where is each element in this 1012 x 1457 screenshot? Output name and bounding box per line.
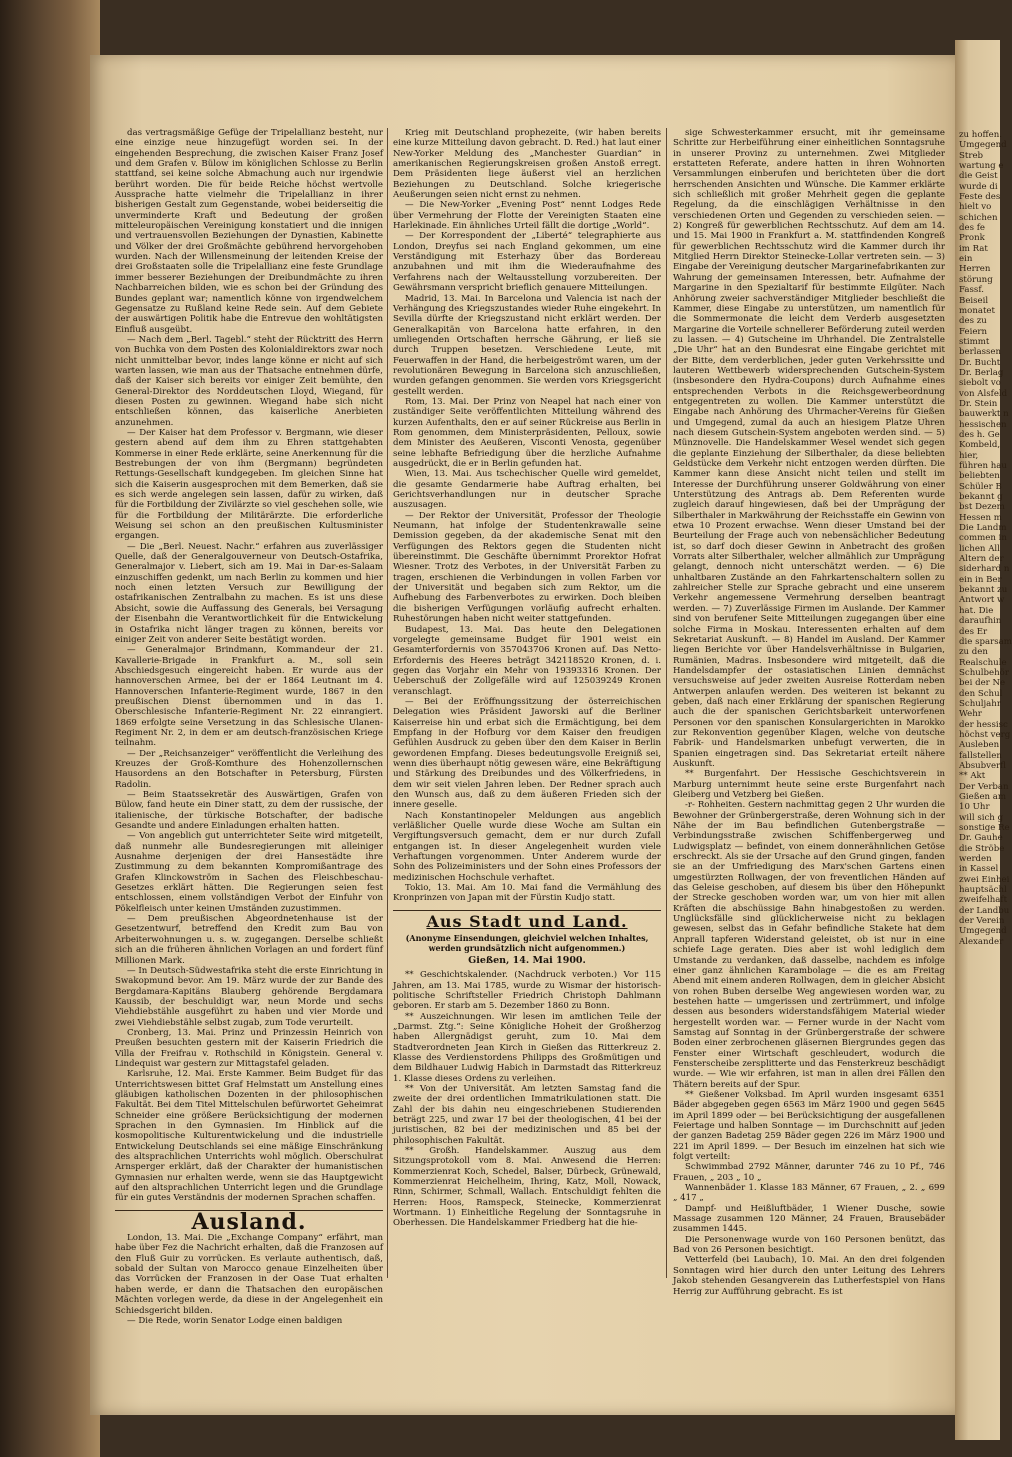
article-paragraph: — Der Korrespondent der „Liberté“ telegraphierte aus London, Dreyfus sei nach England gekommen, um eine Verständigung mit Esterhazy über das Bordereau anzubahnen und mit ihm die Wiederaufnahme des Verfahrens nach der Weltausstellung vorzubereiten. Der Gewährsmann verspricht brieflich genauere Mitteilungen. <box>393 231 661 294</box>
section-title-stadt-und-land: Aus Stadt und Land. <box>426 911 628 931</box>
article-paragraph: — Nach dem „Berl. Tagebl.“ steht der Rücktritt des Herrn von Buchka von dem Posten des Kolonialdirektors zwar noch nicht unmittelbar bevor, indes lange könne er nicht auf sich warten lassen, wie man aus der Thatsache entnehmen dürfe, daß der Kaiser sich bereits vor einiger Zeit bemühte, den General-Direktor des Norddeutschen Lloyd, Wiegand, für diesen Posten zu gewinnen. Wiegand habe sich nicht entschließen können, das kaiserliche Anerbieten anzunehmen. <box>115 334 383 428</box>
article-paragraph: Wannenbäder 1. Klasse 183 Männer, 67 Frauen, „ 2. „ 699 „ 417 „ <box>673 1183 945 1204</box>
article-paragraph: Die Personenwage wurde von 160 Personen benützt, das Bad von 26 Personen besichtigt. <box>673 1234 945 1256</box>
article-paragraph: ** Von der Universität. Am letzten Samstag fand die zweite der drei ordentlichen Immatrikulationen statt. Die Zahl der bis dahin neu eingeschriebenen Studierenden beträgt 225, und zwar 17 bei der theologischen, 41 bei der juristischen, 82 bei der medizinischen und 85 bei der philosophischen Fakultät. <box>393 1083 661 1146</box>
article-paragraph: ** Auszeichnungen. Wir lesen im amtlichen Teile der „Darmst. Ztg.“: Seine Königliche Hoheit der Großherzog haben Allergnädigst geruht, zum 10. Mai dem Stadtverordneten Jean Kirch in Gießen das Ritterkreuz 2. Klasse des Verdienstordens Philipps des Großmütigen und dem Bildhauer Ludwig Habich in Darmstadt das Ritterkreuz 1. Klasse dieses Ordens zu verleihen. <box>393 1011 661 1084</box>
article-paragraph: Madrid, 13. Mai. In Barcelona und Valencia ist nach der Verhängung des Kriegszustandes wieder Ruhe eingekehrt. In Sevilla dürfte der Kriegszustand nicht erklärt werden. Der Generalkapitän von Barcelona hatte erfahren, in den umliegenden Ortschaften herrsche Gährung, er ließ sie durch Truppen besetzen. Verschiedene Leute, mit Feuerwaffen in der Hand, die herbeigeströmt waren, um der revolutionären Bewegung in Barcelona sich anzuschließen, wurden gefangen genommen. Sie werden vors Kriegsgericht gestellt werden. <box>393 293 661 397</box>
article-paragraph: — Dem preußischen Abgeordnetenhause ist der Gesetzentwurf, betreffend den Kredit zum Bau von Arbeiterwohnungen u. s. w. zugegangen. Derselbe schließt sich an die früheren ähnlichen Vorlagen an und fordert fünf Millionen Mark. <box>115 914 383 966</box>
article-paragraph: — Die „Berl. Neuest. Nachr.“ erfahren aus zuverlässiger Quelle, daß der Generalgouverneur von Deutsch-Ostafrika, Generalmajor v. Liebert, sich am 19. Mai in Dar-es-Salaam einzuschiffen gedenkt, um nach Berlin zu kommen und hier noch einen letzten Versuch zur Bewilligung der ostafrikanischen Zentralbahn zu machen. Es ist uns diese Absicht, sowie die Auffassung des Generals, bei Versagung der Eisenbahn die Verantwortlichkeit für die Entwickelung in Ostafrika nicht länger tragen zu können, bereits vor einiger Zeit von anderer Seite bestätigt worden. <box>115 541 383 645</box>
article-paragraph: — Der Kaiser hat dem Professor v. Bergmann, wie dieser gestern abend auf dem ihm zu Ehren stattgehabten Kommerse in einer Rede erklärte, seine Anerkennung für die Bestrebungen der von ihm (Bergmann) begründeten Rettungs-Gesellschaft kundgegeben. Im gleichen Sinne hat sich die Kaiserin ausgesprochen mit dem Bemerken, daß sie es sich werde angelegen sein lassen, dafür zu wirken, daß für die Fortbildung der Zivilärzte so viel geschehen solle, wie für die Fortbildung der Militärärzte. Die erforderliche Weisung sei schon an den preußischen Kultusminister ergangen. <box>115 427 383 542</box>
dateline: Gießen, 14. Mai 1900. <box>468 954 586 966</box>
section-subtitle: (Anonyme Einsendungen, gleichviel welchen Inhaltes, werden grundsätzlich nicht aufgenommen.) <box>405 933 649 954</box>
article-paragraph: Rom, 13. Mai. Der Prinz von Neapel hat nach einer von zuständiger Seite veröffentlichten Mitteilung während des kurzen Aufenthalts, den er auf seiner Rückreise aus Berlin in Rom genommen, dem Ministerpräsidenten, Pelloux, sowie dem Minister des Aeußeren, Visconti Venosta, gegenüber seine lebhafte Befriedigung über die herzliche Aufnahme ausgedrückt, die er in Berlin gefunden hat. <box>393 396 661 469</box>
article-paragraph: — Beim Staatssekretär des Auswärtigen, Grafen von Bülow, fand heute ein Diner statt, zu dem der russische, der italienische, der türkische Botschafter, der badische Gesandte und andere Einladungen erhalten hatten. <box>115 790 383 832</box>
column-3 <box>673 128 945 1328</box>
column-2-paragraphs <box>393 128 661 904</box>
column-1 <box>115 128 383 1328</box>
article-paragraph: -r- Rohheiten. Gestern nachmittag gegen 2 Uhr wurden die Bewohner der Grünbergerstraße, deren Wohnung sich in der Nähe der im Bau befindlichen Gutenbergstraße — Verbindungsstraße zwischen Schiffenbergerweg und Ludwigsplatz — befindet, von einem donnerähnlichen Getöse erschreckt. Als sie der Ursache auf den Grund gingen, fanden sie an der Umfriedigung des Marx'schen Gartens einen umgestürzten Rollwagen, der von freventlichen Händen auf das Geleise geschoben, auf diesem bis über den Höhepunkt der Strecke geschoben worden war, um von hier mit allen Kräften die abschüssige Bahn hinabgestoßen zu werden. Unglücksfälle sind glücklicherweise nicht zu beklagen gewesen, selbst das in Gefahr befindliche Stakete hat dem Anprall tapferen Widerstand geleistet, ob ist nur in eine schiefe Lage geraten. Dies aber ist wohl lediglich dem Umstande zu verdanken, daß dasselbe, nachdem es infolge einer ganz ähnlichen Karambolage — die es am Freitag Abend mit einem anderen Rollwagen, dem in gleicher Absicht von rohen Buben derselbe Weg angewiesen worden war, zu bestehen hatte — umgerissen und zertrümmert, und infolge dessen aus besonders widerstandsfähigem Material wieder hergestellt worden war. — Ferner wurde in der Nacht vom Samstag auf Sonntag in der Grünbergerstraße der schwere Boden einer zerbrochenen gläsernen Biergrundes gegen das Fenster einer Wirtschaft geschleudert, wodurch die Fensterscheibe zersplitterte und das Fensterkreuz beschädigt wurde. — Wie wir erfahren, ist man in allen drei Fällen den Thätern bereits auf der Spur. <box>673 800 945 1090</box>
article-paragraph: ** Gießener Volksbad. Im April wurden insgesamt 6351 Bäder abgegeben gegen 6563 im März 1900 und gegen 5645 im April 1899 oder — bei Berücksichtigung der ausgefallenen Feiertage und halben Sonntage — im Durchschnitt auf jeden der ganzen Badetag 259 Bäder gegen 226 im März 1900 und 221 im April 1899. — Der Besuch im einzelnen hat sich wie folgt verteilt: <box>673 1089 945 1163</box>
article-paragraph: — Die Rede, worin Senator Lodge einen baldigen <box>127 1315 343 1326</box>
next-page-edge <box>955 40 1012 1440</box>
article-paragraph: ** Großh. Handelskammer. Auszug aus dem Sitzungsprotokoll vom 8. Mai. Anwesend die Herren: Kommerzienrat Koch, Schedel, Balser, Dürbeck, Grünewald, Kommerzienrat Heichelheim, Ihring, Katz, Moll, Nowack, Rinn, Schirmer, Schmall, Wallach. Entschuldigt fehlten die Herren: Hoos, Ramspeck, Steinecke, Kommerzienrat Wortmann. 1) Einheitliche Regelung der Sonntagsruhe in Oberhessen. Die Handelskammer Friedberg hat die hie- <box>393 1146 661 1229</box>
article-paragraph: London, 13. Mai. Die „Exchange Company“ erfährt, man habe über Fez die Nachricht erhalten, daß die Franzosen auf den Fluß Guir zu vorrücken. Es verlaute authentisch, daß, sobald der Sultan von Marocco genaue Einzelheiten über das Vorrücken der Franzosen in der Oase Tuat erhalten haben werde, er dann die Thatsachen den europäischen Mächten vorlegen werde, da diese in der Angelegenheit ein Schiedsgericht bilden. <box>115 1233 383 1316</box>
section-title-ausland: Ausland. <box>191 1208 307 1235</box>
article-paragraph: — In Deutsch-Südwestafrika steht die erste Einrichtung in Swakopmund bevor. Am 19. März wurde der zur Bande des Bergdamara-Kapitäns Blauberg gehörende Bergdamara Kaussib, der beschuldigt war, neun Morde und sechs Viehdiebstähle ausgeführt zu haben und vier Morde und zwei Viehdiebstähle selbst zugab, zum Tode verurteilt. <box>115 965 383 1028</box>
article-paragraph: Schwimmbad 2792 Männer, darunter 746 zu 10 Pf., 746 Frauen, „ 203 „ 10 „ <box>673 1162 945 1183</box>
article-paragraph: sige Schwesterkammer ersucht, mit ihr gemeinsame Schritte zur Herbeiführung einer einheitlichen Sonntagsruhe in unserer Provinz zu unternehmen. Zwei Mitglieder erstatteten Referate, andere hatten in ihren Wohnorten Versammlungen einberufen und berichteten über die dort herrschenden Ansichten und Wünsche. Die Kammer erklärte sich schließlich mit großer Mehrheit gegen die geplante Regelung, da die einschlägigen Verhältnisse in den verschiedenen Orten und Gegenden zu verschieden seien. — 2) Kongreß für gewerblichen Rechtsschutz. Auf dem am 14. und 15. Mai 1900 in Frankfurt a. M. stattfindenden Kongreß für gewerblichen Rechtsschutz wird die Kammer durch ihr Mitglied Herrn Direktor Steinecke-Lollar vertreten sein. — 3) Eingabe der Vereinigung deutscher Margarinefabrikanten zur Wahrung der gemeinsamen Interessen, betr. Aufnahme der Margarine in den Spezialtarif für bestimmte Eilgüter. Nach Anhörung zweier sachverständiger Mitglieder beschließt die Kammer, diese Eingabe zu unterstützen, um namentlich für die Sommermonate die leicht dem Verderb ausgesetzten Margarine die Vorteile schnellerer Beförderung zuteil werden zu lassen. — 4) Gutscheine im Uhrhandel. Die Zentralstelle „Die Uhr“ hat an den Bundesrat eine Eingabe gerichtet mit der Bitte, dem verderblichen, jeder guten Verkehrssitte und lauteren Wettbewerb widersprechenden Gutschein-System (insbesondere den Hydra-Coupons) durch Aufnahme eines entsprechenden Verbots in die Reichsgewerbeordnung entgegentreten zu wollen. Die Kammer unterstützt die Eingabe nach Anhörung des Uhrmacher-Vereins für Gießen und Umgegend, zumal da auch an hiesigem Platze Uhren nach diesem Gutschein-System angeboten werden sind. — 5) Münznovelle. Die Handelskammer Wesel wendet sich gegen die geplante Einziehung der Silberthaler, da diese beliebten Geldstücke dem Verkehr nicht entzogen werden dürften. Die Kammer kann diese Ansicht nicht teilen und stellt im Interesse der Durchführung unserer Goldwährung von einer Unterstützung des Antrags ab. Dem Referenten wurde zugleich darauf hingewiesen, daß bei der Umprägung der Silberthaler in Markwährung der Reichsstaffe ein Gewinn von etwa 10 Prozent erwachse. Wenn dieser Umstand bei der Beurteilung der Frage auch von nebensächlicher Bedeutung ist, so darf doch dieser Gewinn in Anbetracht des großen Vorrats alter Silberthaler, welcher allmählich zur Umprägung gelangt, dennoch nicht unterschätzt werden. — 6) Die unhaltbaren Zustände an den Fahrkartenschaltern sollen zu zahlreicher Stelle zur Sprache gebracht und eine unserem Verkehr angemessene Vermehrung derselben beantragt werden. — 7) Zuverlässige Firmen im Auslande. Der Kammer sind von berufener Seite Mitteilungen zugegangen über eine solche Firma in Moskau. Interessenten erhalten auf dem Sekretariat Auskunft. — 8) Handel im Ausland. Der Kammer liegen Berichte vor über Handelsverhältnisse in Bulgarien, Rumänien, Madras. Insbesondere wird mitgeteilt, daß die Handelsdampfer der ostasiatischen Linien demnächst versuchsweise auf jeder zweiten Ausreise Rotterdam neben Antwerpen anlaufen werden. Des weiteren ist bekannt zu geben, daß nach einer Erklärung der spanischen Regierung auch die der spanischen Gerichtsbarkeit unterworfenen Personen vor den spanischen Konsulargerichten in Marokko zur Rekonvention gegenüber Klagen, welche von deutsche Fabrik- und Handelsmarken unbefugt verwerten, die in Spanien eingetragen sind. Das Sekretariat erteilt nähere Auskunft. <box>673 128 945 769</box>
article-paragraph: — Der „Reichsanzeiger“ veröffentlicht die Verleihung des Kreuzes der Groß-Komthure des Hohenzollernschen Hausordens an den Botschafter in Petersburg, Fürsten Radolin. <box>115 748 383 790</box>
article-paragraph: — Der Rektor der Universität, Professor der Theologie Neumann, hat infolge der Studentenkrawalle seine Demission gegeben, da der akademische Senat mit den Verfügungen des Rektors gegen die Studenten nicht übereinstimmt. Die Geschäfte übernimmt Prorektor Hofrat Wiesner. Trotz des Verbotes, in der Universität Farben zu tragen, erschienen die Verbindungen in vollen Farben vor der Universität und begaben sich zum Rektor, um die Aufhebung des Farbenverbotes zu erwirken. Doch bleiben die bisherigen Verfügungen vorläufig aufrecht erhalten. Ruhestörungen haben nicht weiter stattgefunden. <box>393 510 661 625</box>
section-divider <box>393 910 661 911</box>
article-paragraph: Vetterfeld (bei Laubach), 10. Mai. An den drei folgenden Sonntagen wird hier durch den unter Leitung des Lehrers Jakob stehenden Gesangverein das Lutherfestspiel von Hans Herrig zur Aufführung gebracht. Es ist <box>673 1255 945 1297</box>
column-2 <box>393 128 661 1328</box>
next-page-text-fragment: zu hoffen. Umgegend Streb wartung e die Geist wurde di Feste des hielt vo schichen des fe Pronk im Rat ein Herren störung Fassf. Beiseil monatet des zu Feiern stimmt berlassen Dr. Bucht Dr. Berlag siebolt vo von Alsfeld Dr. Stein bauwerkt n hessischen des h. Ge Kombeld, hier, führen hau beliebten Schüler B bekannt g bst Dezem Hessen m Die Landm commen in lichen All Altern der siderhard n ein in Ber bekannt zu Antwort w hat. Die daraufhin des Er die sparsam zu den Realschule Schulbehör bei der Ne den Schul Schuljahr Wehr der hessisc höchst verg Ausleben fallstellen Absubverfl ** Akt Der Verban Gießen am 10 Uhr will sich g sonstige Re Dr. Gauhe die Ströbe werden in Kassel zwei Einhei hauptsächl zweifelhaft der Landbu der Verein Umgegend Alexander <box>959 130 1012 947</box>
article-paragraph: Krieg mit Deutschland prophezeite, (wir haben bereits eine kurze Mitteilung davon gebracht. D. Red.) hat laut einer New-Yorker Meldung des „Manchester Guardian“ in amerikanischen Regierungskreisen großen Anstoß erregt. Dem Präsidenten liege äußerst viel an herzlichen Beziehungen zu Deutschland. Solche kriegerische Aeußerungen seien nicht ernst zu nehmen. <box>393 128 661 201</box>
article-paragraph: ** Geschichtskalender. (Nachdruck verboten.) Vor 115 Jahren, am 13. Mai 1785, wurde zu Wismar der historisch-politische Schriftsteller Friedrich Christoph Dahlmann geboren. Er starb am 5. Dezember 1860 zu Bonn. <box>393 970 661 1012</box>
article-paragraph: — Von angeblich gut unterrichteter Seite wird mitgeteilt, daß nunmehr alle Bundesregierungen mit alleiniger Ausnahme derjenigen der drei Hansestädte ihre Zustimmung zu dem bekannten Kompromißantrage des Grafen Klinckowström in Sachen des Fleischbeschau-Gesetzes erklärt hätten. Die Regierungen seien fest entschlossen, einem vollständigen Verbot der Einfuhr von Pökelfleisch unter keinen Umständen zuzustimmen. <box>115 831 383 914</box>
article-paragraph: — Generalmajor Brindmann, Kommandeur der 21. Kavallerie-Brigade in Frankfurt a. M., soll sein Abschiedsgesuch eingereicht haben. Er wurde aus der hannoverschen Armee, bei der er 1864 Leutnant im 4. Hannoverschen Infanterie-Regiment wurde, 1867 in den preußischen Dienst übernommen und in das 1. Oberschlesische Infanterie-Regiment Nr. 22 einrangiert. 1869 erfolgte seine Versetzung in das Schlesische Ulanen-Regiment Nr. 2, in dem er am deutsch-französischen Kriege teilnahm. <box>115 645 383 749</box>
column-1-paragraphs <box>115 128 383 1204</box>
article-paragraph: das vertragsmäßige Gefüge der Tripelallianz besteht, nur eine einzige neue hinzugefügt worden sei. In der eingehenden Besprechung, die zwischen Kaiser Franz Josef und dem Grafen v. Bülow im königlichen Schlosse zu Berlin stattfand, sei keine solche Abmachung auch nur irgendwie berührt worden. Die für beide Reiche höchst wertvolle Aussprache hatte vielmehr die Tripelallianz in ihrer bisherigen Gestalt zum Gegenstande, wobei beiderseitig die unverminderte Kraft und Bedeutung der großen mitteleuropäischen Vereinigung konstatiert und die innigen und vertrauensvollen Beziehungen der Dynastien, Kabinette und Völker der drei Großmächte gebührend hervorgehoben wurden. Nach der Willensmeinung der leitenden Kreise der drei Großstaaten solle die Tripelallianz eine feste Grundlage immer besserer Beziehungen der Dreibundmächte zu ihren Nachbarreichen bilden, wie es schon bei der Gründung des Bundes geplant war; namentlich könne von irgendwelchem Gegensatze zu Rußland keine Rede sein. Auf dem Gebiete der auswärtigen Politik habe die Entrevue den wohltätigsten Einfluß ausgeübt. <box>115 128 383 335</box>
article-paragraph: Dampf- und Heißluftbäder, 1 Wiener Dusche, sowie Massage zusammen 120 Männer, 24 Frauen, Brausebäder zusammen 1445. <box>673 1203 945 1235</box>
column-rule <box>387 128 388 1278</box>
article-paragraph: ** Burgenfahrt. Der Hessische Geschichtsverein in Marburg unternimmt heute seine erste Burgenfahrt nach Gleiberg und Vetzberg bei Gießen. <box>673 769 945 800</box>
article-paragraph: Tokio, 13. Mai. Am 10. Mai fand die Vermählung des Kronprinzen von Japan mit der Fürstin Kudjo statt. <box>393 883 661 904</box>
ausland-paragraphs <box>115 1233 383 1326</box>
article-paragraph: Karlsruhe, 12. Mai. Erste Kammer. Beim Budget für das Unterrichtswesen bittet Graf Helmstatt um Anstellung eines gläubigen katholischen Dozenten in der philosophischen Fakultät. Bei dem Titel Mittelschulen befürwortet Geheimrat Schneider eine größere Berücksichtigung der modernen Sprachen in den Gymnasien. Im Hinblick auf die kosmopolitische Kulturentwickelung und die industrielle Entwickelung Deutschlands sei eine mäßige Einschränkung des altsprachlichen Unterrichts wohl möglich. Oberschulrat Arnsperger erklärt, daß der Charakter der humanistischen Gymnasien nur erhalten werde, wenn sie das Hauptgewicht auf den altsprachlichen Unterricht legen und die Grundlage für ein gutes Verständnis der modernen Sprachen schaffen. <box>115 1069 383 1204</box>
book-spine <box>0 0 100 1457</box>
column-rule <box>666 128 667 1278</box>
article-paragraph: — Bei der Eröffnungssitzung der österreichischen Delegation wies Präsident Jaworski auf die Berliner Kaiserreise hin und erbat sich die Ermächtigung, bei dem Empfang in der Hofburg vor dem Kaiser den freudigen Gefühlen Ausdruck zu geben über den dem Kaiser in Berlin gewordenen Empfang. Dieses bedeutungsvolle Ereigniß sei, wenn dies überhaupt nötig gewesen wäre, eine Bekräftigung und Stärkung des Dreibundes und des Völkerfriedens, in dem wir seit vielen Jahren leben. Der Redner sprach auch den Wunsch aus, daß zu dem äußeren Frieden sich der innere geselle. <box>393 696 661 811</box>
article-paragraph: — Die New-Yorker „Evening Post“ nennt Lodges Rede über Vermehrung der Flotte der Vereinigten Staaten eine Harlekinade. Ein ähnliches Urteil fällt die dortige „World“. <box>393 200 661 232</box>
article-paragraph: Cronberg, 13. Mai. Prinz und Prinzessin Heinrich von Preußen besuchten gestern mit der Kaiserin Friedrich die Villa der Freifrau v. Rothschild in Königstein. General v. Lindequist war gestern zur Mittagstafel geladen. <box>115 1027 383 1069</box>
article-paragraph: Budapest, 13. Mai. Das heute den Delegationen vorgelegte gemeinsame Budget für 1901 weist ein Gesamterfordernis von 357043706 Kronen auf. Das Netto-Erfordernis des Heeres beträgt 342118520 Kronen, d. i. gegen das Vorjahr ein Mehr von 19393316 Kronen. Der Ueberschuß der Zollgefälle wird auf 125039249 Kronen veranschlagt. <box>393 624 661 697</box>
column-3-paragraphs <box>673 128 945 1297</box>
local-news-paragraphs <box>393 970 661 1229</box>
article-paragraph: Wien, 13. Mai. Aus tschechischer Quelle wird gemeldet, die gesamte Gendarmerie habe Auftrag erhalten, bei Gerichtsverhandlungen nur in deutscher Sprache auszusagen. <box>393 469 661 511</box>
article-paragraph: Nach Konstantinopeler Meldungen aus angeblich verläßlicher Quelle wurde diese Woche am Sultan ein Vergiftungsversuch gemacht, dem er nur durch Zufall entgangen ist. In dieser Angelegenheit wurden viele Verhaftungen vorgenommen. Unter Anderem wurde der Sohn des Polizeiministers und der Sohn eines Professors der medizinischen Hochschule verhaftet. <box>393 810 661 883</box>
